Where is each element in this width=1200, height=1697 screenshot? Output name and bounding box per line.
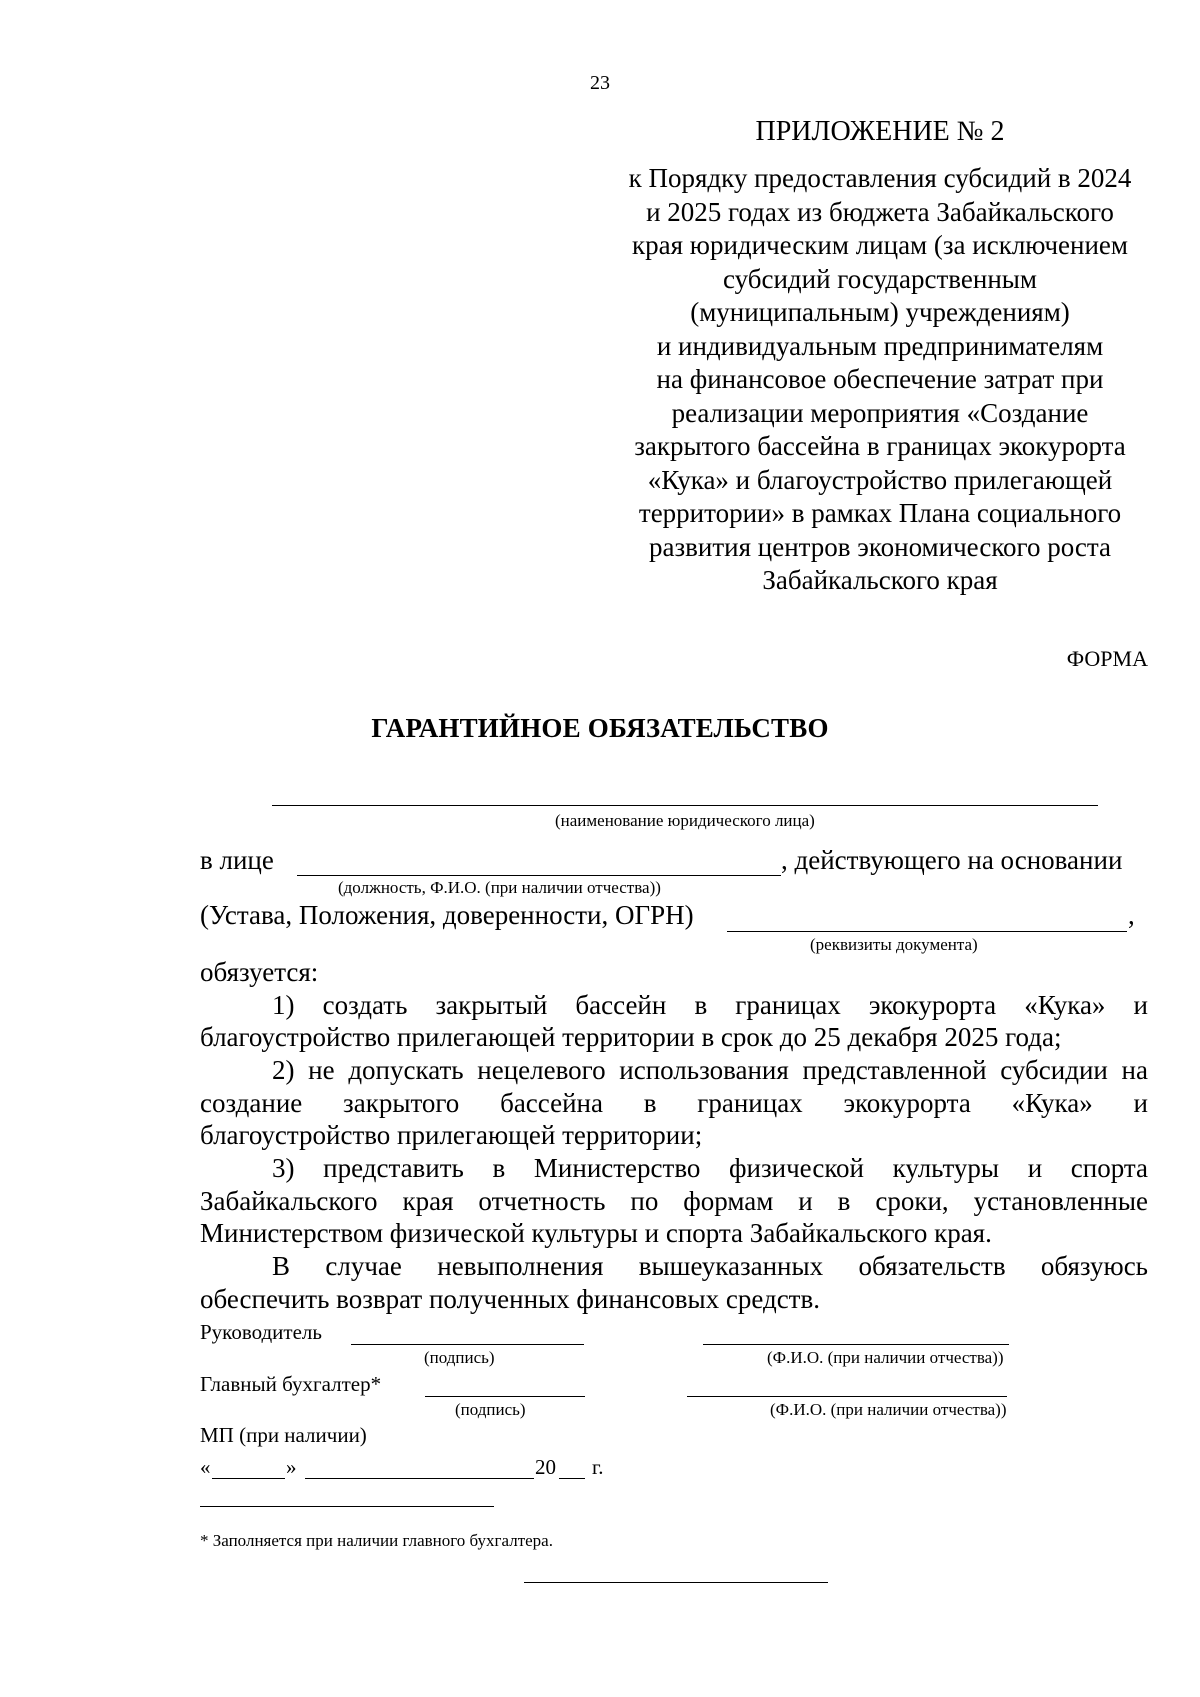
appendix-line: на финансовое обеспечение затрат при: [656, 364, 1104, 394]
appendix-line: субсидий государственным: [722, 263, 1038, 294]
appendix-line: закрытого бассейна в границах экокурорта: [634, 431, 1126, 461]
head-fio-caption: (Ф.И.О. (при наличии отчества)): [767, 1348, 1004, 1367]
head-label: Руководитель: [200, 1320, 322, 1344]
footnote-text: * Заполняется при наличии главного бухгалтера.: [200, 1531, 553, 1550]
document-title: ГАРАНТИЙНОЕ ОБЯЗАТЕЛЬСТВО: [371, 713, 829, 743]
head-fio-field[interactable]: [703, 1344, 1009, 1345]
date-open-quote: «: [200, 1455, 211, 1479]
entity-name-field[interactable]: [272, 805, 1098, 806]
date-year-field[interactable]: [559, 1478, 585, 1479]
obligation-3-line-2: Забайкальского края отчетность по формам и в сроки, установленные: [200, 1186, 1148, 1216]
obligation-2-line-3: благоустройство прилегающей территории;: [200, 1120, 703, 1150]
appendix-line: «Кука» и благоустройство прилегающей: [647, 464, 1113, 495]
appendix-line: Забайкальского края: [762, 565, 998, 595]
obligation-2-line-1: 2) не допускать нецелевого использования представленной субсидии на: [272, 1055, 1148, 1085]
obligation-1-line-1: 1) создать закрытый бассейн в границах экокурорта «Кука» и: [272, 990, 1148, 1020]
date-day-field[interactable]: [212, 1478, 285, 1479]
page-number: 23: [590, 72, 610, 94]
basis-comma: ,: [1128, 900, 1135, 930]
accountant-signature-field[interactable]: [425, 1396, 585, 1397]
appendix-line: развития центров экономического роста: [649, 531, 1111, 562]
position-caption: (должность, Ф.И.О. (при наличии отчества)): [338, 878, 661, 897]
requisites-field[interactable]: [727, 931, 1127, 932]
date-year-prefix: 20: [535, 1455, 556, 1479]
requisites-caption: (реквизиты документа): [810, 935, 978, 954]
form-label: ФОРМА: [1066, 646, 1148, 671]
appendix-line: к Порядку предоставления субсидий в 2024: [628, 163, 1132, 193]
date-month-field[interactable]: [305, 1478, 534, 1479]
refund-paragraph-line-2: обеспечить возврат полученных финансовых средств.: [200, 1284, 820, 1314]
footnote-separator: [200, 1506, 494, 1507]
head-signature-field[interactable]: [351, 1344, 584, 1345]
date-close-quote: »: [286, 1455, 297, 1479]
obligation-1-line-2: благоустройство прилегающей территории в срок до 25 декабря 2025 года;: [200, 1022, 1062, 1052]
refund-paragraph-line-1: В случае невыполнения вышеуказанных обязательств обязуюсь: [272, 1251, 1148, 1281]
appendix-line: реализации мероприятия «Создание: [671, 397, 1089, 428]
accountant-signature-caption: (подпись): [455, 1400, 526, 1419]
appendix-line: и 2025 годах из бюджета Забайкальского: [646, 196, 1114, 227]
head-signature-caption: (подпись): [424, 1348, 495, 1367]
appendix-line: территории» в рамках Плана социального: [638, 498, 1122, 528]
accountant-fio-field[interactable]: [687, 1396, 1007, 1397]
appendix-line: и индивидуальным предпринимателям: [656, 330, 1104, 361]
obliges-text: обязуется:: [200, 957, 319, 987]
appendix-line: края юридическим лицам (за исключением: [632, 230, 1128, 260]
end-separator: [524, 1582, 828, 1583]
obligation-3-line-3: Министерством физической культуры и спорта Забайкальского края.: [200, 1218, 992, 1248]
stamp-label: МП (при наличии): [200, 1423, 367, 1447]
appendix-text: [600, 162, 1160, 598]
entity-name-caption: (наименование юридического лица): [555, 811, 815, 830]
obligation-3-line-1: 3) представить в Министерство физической культуры и спорта: [272, 1153, 1148, 1183]
appendix-line: (муниципальным) учреждениям): [690, 297, 1070, 327]
obligation-2-line-2: создание закрытого бассейна в границах экокурорта «Кука» и: [200, 1088, 1148, 1118]
accountant-fio-caption: (Ф.И.О. (при наличии отчества)): [770, 1400, 1007, 1419]
acting-basis-text: , действующего на основании: [781, 845, 1123, 875]
appendix-title: ПРИЛОЖЕНИЕ № 2: [755, 116, 1005, 147]
position-name-field[interactable]: [297, 875, 781, 876]
date-year-suffix: г.: [592, 1455, 604, 1479]
in-person-label: в лице: [200, 845, 274, 875]
chief-accountant-label: Главный бухгалтер*: [200, 1372, 382, 1396]
basis-documents-text: (Устава, Положения, доверенности, ОГРН): [200, 900, 694, 930]
